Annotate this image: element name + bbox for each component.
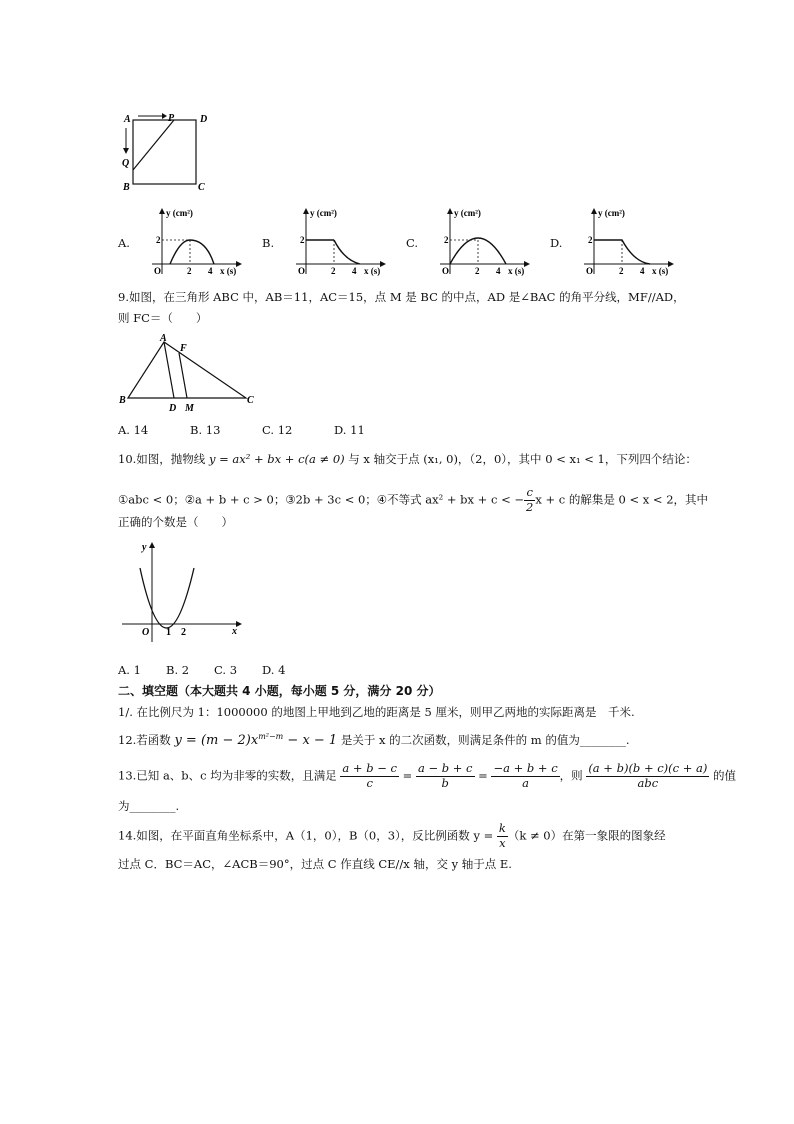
label-D: D	[200, 114, 208, 125]
q10-line3: 正确的个数是（ ）	[118, 515, 233, 529]
x-axis-label: x (s)	[652, 266, 669, 276]
tick-1: 1	[166, 627, 171, 638]
tick-y-2: 2	[444, 235, 449, 245]
tick-x-4: 4	[352, 266, 357, 276]
axis-y-label: y	[142, 542, 147, 553]
tick-2: 2	[181, 627, 186, 638]
q13-text: 13.已知 a、b、c 均为非零的实数，且满足 $\frac{a + b - c}{c}$ = $\frac{a - b + c}{b}$ = $\frac{-a + b + c}{a}$ ，则 $\frac{(a + b)(b + c)(c + a)}{\text{abc}}$ 的值	[118, 761, 737, 790]
axis-x-label: x	[232, 626, 237, 637]
x-axis-label: x (s)	[220, 266, 237, 276]
label-D: D	[169, 403, 177, 414]
option-label: B.	[262, 236, 275, 250]
y-axis-label: y (cm²)	[454, 208, 481, 218]
q9-option-a: A. 14	[118, 423, 149, 437]
q9-line1: 9.如图，在三角形 ABC 中，AB＝11，AC＝15，点 M 是 BC 的中点，AD 是∠BAC 的角平分线，MF//AD，	[118, 290, 685, 304]
q9-option-d: D. 11	[334, 423, 365, 437]
y-arrow	[447, 208, 453, 214]
label-C: C	[198, 182, 205, 193]
label-P: P	[168, 113, 175, 124]
origin-label: O	[142, 627, 150, 638]
q9-line2: 则 FC＝（ ）	[118, 311, 208, 325]
graph-svg	[132, 204, 244, 280]
parabola-graph	[116, 538, 246, 646]
x-axis-label: x (s)	[364, 266, 381, 276]
option-label: C.	[406, 236, 419, 250]
label-A: A	[124, 114, 131, 125]
q11-text: 1/. 在比例尺为 1：1000000 的地图上甲地到乙地的距离是 5 厘米，则甲乙两地的实际距离是 千米.	[118, 705, 635, 719]
q13-line2: 为________.	[118, 799, 180, 813]
q10-line1: 10.如图，抛物线 y = ax² + bx + c(a ≠ 0) 与 x 轴交于点 (x₁, 0)，（2，0），其中 0 < x₁ < 1，下列四个结论：	[118, 452, 697, 466]
option-label: D.	[550, 236, 563, 250]
tick-x-4: 4	[640, 266, 645, 276]
q10-option-d: D. 4	[262, 663, 286, 677]
q10-option-b: B. 2	[166, 663, 190, 677]
q14-text: 14.如图，在平面直角坐标系中，A（1，0），B（0，3），反比例函数 y = $\frac{k}{x}$ （k ≠ 0）在第一象限的图象经	[118, 821, 666, 850]
x-axis-label: x (s)	[508, 266, 525, 276]
x-arrow	[524, 261, 530, 267]
q14-line2: 过点 C．BC＝AC，∠ACB＝90°，过点 C 作直线 CE//x 轴，交 y 轴于点 E.	[118, 857, 512, 871]
origin-label: O	[298, 266, 306, 276]
label-F: F	[180, 343, 187, 354]
q10-option-a: A. 1	[118, 663, 141, 677]
graph-svg	[564, 204, 676, 280]
triangle-figure	[116, 334, 266, 414]
tick-y-2: 2	[588, 235, 593, 245]
tick-x-2: 2	[475, 266, 480, 276]
label-Q: Q	[122, 158, 130, 169]
tick-x-2: 2	[619, 266, 624, 276]
y-axis-label: y (cm²)	[310, 208, 337, 218]
label-A: A	[160, 334, 167, 344]
label-M: M	[185, 403, 194, 414]
tick-y-2: 2	[156, 235, 161, 245]
tick-x-4: 4	[208, 266, 213, 276]
label-B: B	[119, 395, 126, 406]
option-label: A.	[118, 236, 130, 250]
q10-option-c: C. 3	[214, 663, 238, 677]
origin-label: O	[154, 266, 162, 276]
y-arrow	[591, 208, 597, 214]
square-figure	[118, 108, 218, 196]
graph-svg	[420, 204, 532, 280]
section-title: 二、填空题（本大题共 4 小题，每小题 5 分，满分 20 分）	[118, 684, 441, 698]
y-arrow	[303, 208, 309, 214]
label-B: B	[123, 182, 130, 193]
tick-x-4: 4	[496, 266, 501, 276]
graph-curve	[170, 240, 214, 264]
q10-line2: ①abc < 0；②a + b + c > 0；③2b + 3c < 0；④不等式 ax² + bx + c < − $\frac{c}{2}$ x + c 的解集是 0 < x < 2，其中	[118, 485, 709, 514]
origin-label: O	[442, 266, 450, 276]
graph-svg	[276, 204, 388, 280]
label-C: C	[247, 395, 254, 406]
x-arrow	[380, 261, 386, 267]
x-arrow	[236, 261, 242, 267]
q12-text: 12.若函数 $y = (m - 2)x^{m^2-m} - x - 1$ 是关于 x 的二次函数，则满足条件的 m 的值为________.	[118, 732, 630, 748]
y-axis-label: y (cm²)	[598, 208, 625, 218]
tick-x-2: 2	[331, 266, 336, 276]
origin-label: O	[586, 266, 594, 276]
graph-curve	[306, 240, 360, 264]
x-arrow	[668, 261, 674, 267]
y-arrow	[159, 208, 165, 214]
tick-x-2: 2	[187, 266, 192, 276]
y-axis-label: y (cm²)	[166, 208, 193, 218]
tick-y-2: 2	[300, 235, 305, 245]
q9-option-b: B. 13	[190, 423, 221, 437]
q9-option-c: C. 12	[262, 423, 293, 437]
